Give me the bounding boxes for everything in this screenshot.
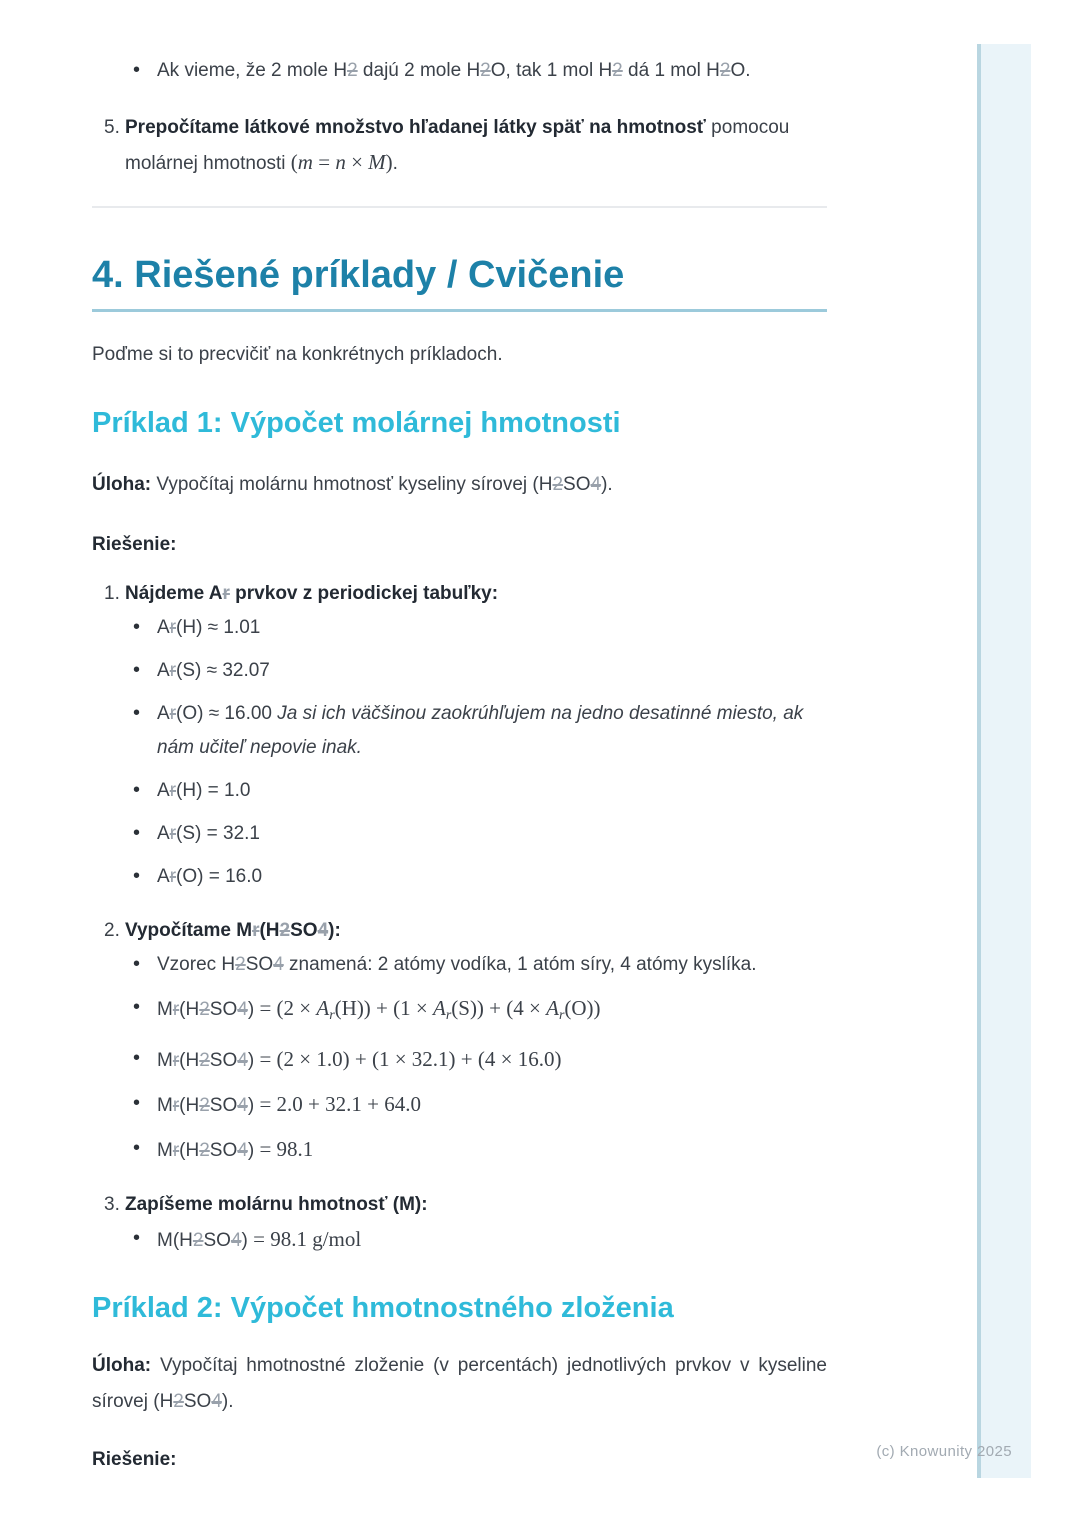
bullet-item: [92, 1222, 827, 1258]
list-number: 3.: [104, 1194, 120, 1215]
section-heading: 4. Riešené príklady / Cvičenie: [92, 253, 827, 312]
list-number: 2.: [104, 920, 120, 941]
bullet-item: [92, 948, 827, 982]
bullet-item: [92, 697, 827, 765]
bullet-text: Mr(H2SO4) = 98.1: [157, 1137, 314, 1161]
step-3-bullets: [92, 1222, 827, 1267]
step-2: [92, 913, 827, 948]
bullet-item: [92, 991, 827, 1033]
bullet-item: [92, 774, 827, 808]
bullet-text: M(H2SO4) = 98.1 g/mol: [157, 1227, 362, 1251]
bullet-item: [92, 1087, 827, 1123]
bullet-item: [92, 817, 827, 851]
step-title: Nájdeme Ar prvkov z periodickej tabuľky:: [125, 583, 499, 604]
step-title: Vypočítame Mr(H2SO4):: [125, 920, 341, 941]
bullet-item: [92, 1042, 827, 1078]
list-number: 5.: [104, 117, 120, 138]
bullet-item: [92, 860, 827, 894]
intro-bullet-list: [92, 54, 827, 97]
step-3: [92, 1187, 827, 1222]
bullet-text: Mr(H2SO4) = 2.0 + 32.1 + 64.0: [157, 1092, 421, 1116]
section-divider: [92, 206, 827, 208]
bullet-text: Vzorec H2SO4 znamená: 2 atómy vodíka, 1 atóm síry, 4 atómy kyslíka.: [157, 954, 757, 975]
example2-task: Úloha: Vypočítaj hmotnostné zloženie (v percentách) jednotlivých prvkov v kyseline sírovej (H2SO4).: [92, 1355, 827, 1412]
copyright-text: (c) Knowunity 2025: [876, 1443, 1012, 1460]
bullet-text: Ar(O) ≈ 16.00 Ja si ich väčšinou zaokrúhľujem na jedno desatinné miesto, ak nám učiteľ nepovie inak.: [157, 703, 804, 758]
document-content: [92, 0, 827, 1477]
bullet-text: Ar(H) = 1.0: [157, 780, 251, 801]
bullet-text: $Mr(H2SO4) = (2 \times A_r(H)) + (1 \times A_r(S)) + (4 \times A_r(O))$: [157, 996, 601, 1023]
step-1-bullets: [92, 611, 827, 903]
bullet-item: [92, 54, 827, 88]
bullet-text: Ar(O) = 16.0: [157, 866, 263, 887]
bullet-item: [92, 654, 827, 688]
example1-task: Úloha: Vypočítaj molárnu hmotnosť kyseliny sírovej (H2SO4).: [92, 474, 613, 495]
bullet-text: Ar(H) ≈ 1.01: [157, 617, 261, 638]
bullet-text: Ar(S) ≈ 32.07: [157, 660, 270, 681]
page-side-strip: [977, 44, 1031, 1478]
bullet-text: Ak vieme, že 2 mole H2 dajú 2 mole H2O, tak 1 mol H2 dá 1 mol H2O.: [157, 60, 751, 81]
bullet-text: Ar(S) = 32.1: [157, 823, 260, 844]
step-title: Zapíšeme molárnu hmotnosť (M):: [125, 1194, 428, 1215]
lead-paragraph: Poďme si to precvičiť na konkrétnych príkladoch.: [92, 344, 503, 365]
list-number: 1.: [104, 583, 120, 604]
step-1: [92, 576, 827, 611]
numbered-item-text: Prepočítame látkové množstvo hľadanej látky späť na hmotnosť pomocou molárnej hmotnosti (m = n × M).: [125, 117, 790, 174]
example2-solution-label: Riešenie:: [92, 1449, 177, 1470]
bullet-item: [92, 611, 827, 645]
numbered-item-5: [92, 110, 827, 181]
example1-heading: Príklad 1: Výpočet molárnej hmotnosti: [92, 407, 621, 439]
bullet-item: [92, 1132, 827, 1168]
example2-heading: Príklad 2: Výpočet hmotnostného zloženia: [92, 1292, 674, 1324]
example1-solution-label: Riešenie:: [92, 534, 177, 555]
step-2-bullets: [92, 948, 827, 1177]
bullet-text: Mr(H2SO4) = (2 × 1.0) + (1 × 32.1) + (4 × 16.0): [157, 1047, 562, 1071]
